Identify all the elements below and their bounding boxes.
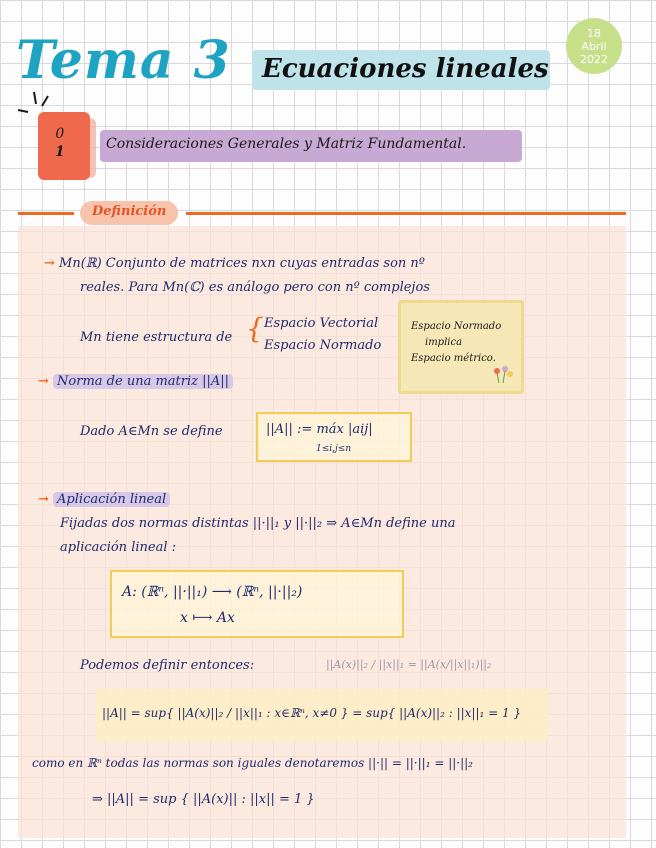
line-norma: → Norma de una matriz ||A|| bbox=[38, 374, 233, 389]
structure-vectorial: Espacio Vectorial bbox=[264, 316, 379, 331]
side-formula: ||A(x)||₂ / ||x||₁ = ||A(x/||x||₁)||₂ bbox=[326, 658, 492, 671]
line-como: como en ℝⁿ todas las normas son iguales denotaremos ||·|| = ||·||₁ = ||·||₂ bbox=[32, 756, 473, 770]
date-badge bbox=[566, 18, 622, 74]
note-line-1: Espacio Normado bbox=[411, 321, 502, 332]
divider-left bbox=[18, 212, 74, 215]
formula-norm-sub: 1≤i,j≤n bbox=[316, 444, 352, 454]
divider-right bbox=[186, 212, 626, 215]
note-card bbox=[398, 300, 524, 394]
flower-icon bbox=[491, 363, 515, 385]
section-title-banner bbox=[100, 130, 522, 162]
date-month: Abril bbox=[581, 40, 607, 53]
arrow-icon: → bbox=[44, 256, 55, 271]
line-podemos: Podemos definir entonces: bbox=[80, 658, 255, 673]
mapping-box bbox=[110, 570, 404, 638]
page-title: Tema 3 bbox=[16, 30, 231, 91]
section-number: 0 1 bbox=[55, 126, 65, 160]
formula-box-norm bbox=[256, 412, 412, 462]
line-structure: Mn tiene estructura de bbox=[80, 330, 233, 345]
note-line-3: Espacio métrico. bbox=[411, 353, 496, 364]
date-year: 2022 bbox=[580, 53, 608, 66]
line-fijadas: Fijadas dos normas distintas ||·||₁ y ||·||₂ ⇒ A∈Mn define una bbox=[60, 516, 456, 531]
structure-normado: Espacio Normado bbox=[264, 338, 382, 353]
line-dado: Dado A∈Mn se define bbox=[80, 424, 223, 439]
mapping-top: A: (ℝⁿ, ||·||₁) ⟶ (ℝⁿ, ||·||₂) bbox=[122, 584, 303, 600]
line-mn-complex: reales. Para Mn(ℂ) es análogo pero con nº complejos bbox=[80, 280, 430, 295]
brace-icon: { bbox=[246, 312, 264, 345]
line-aplicacion-lineal: aplicación lineal : bbox=[60, 540, 176, 555]
line-conclusion: ⇒ ||A|| = sup { ||A(x)|| : ||x|| = 1 } bbox=[92, 792, 315, 807]
subtitle-text: Ecuaciones lineales bbox=[262, 54, 549, 84]
arrow-icon: → bbox=[38, 492, 49, 507]
arrow-icon: → bbox=[38, 374, 49, 389]
note-line-2: implica bbox=[425, 337, 463, 348]
definition-tag bbox=[80, 201, 178, 225]
formula-sup: ||A|| = sup{ ||A(x)||₂ / ||x||₁ : x∈ℝⁿ, x≠0 } = sup{ ||A(x)||₂ : ||x||₁ = 1 } bbox=[102, 706, 522, 720]
definition-label: Definición bbox=[92, 204, 167, 219]
line-aplicacion: → Aplicación lineal bbox=[38, 492, 170, 507]
formula-norm: ||A|| := máx |aij| bbox=[266, 422, 373, 437]
mapping-bottom: x ⟼ Ax bbox=[180, 610, 235, 626]
date-day: 18 bbox=[587, 27, 601, 40]
section-title: Consideraciones Generales y Matriz Fundamental. bbox=[106, 136, 467, 152]
line-mn-def: → Mn(ℝ) Conjunto de matrices nxn cuyas entradas son nº bbox=[44, 256, 425, 271]
subtitle-banner bbox=[252, 50, 550, 90]
